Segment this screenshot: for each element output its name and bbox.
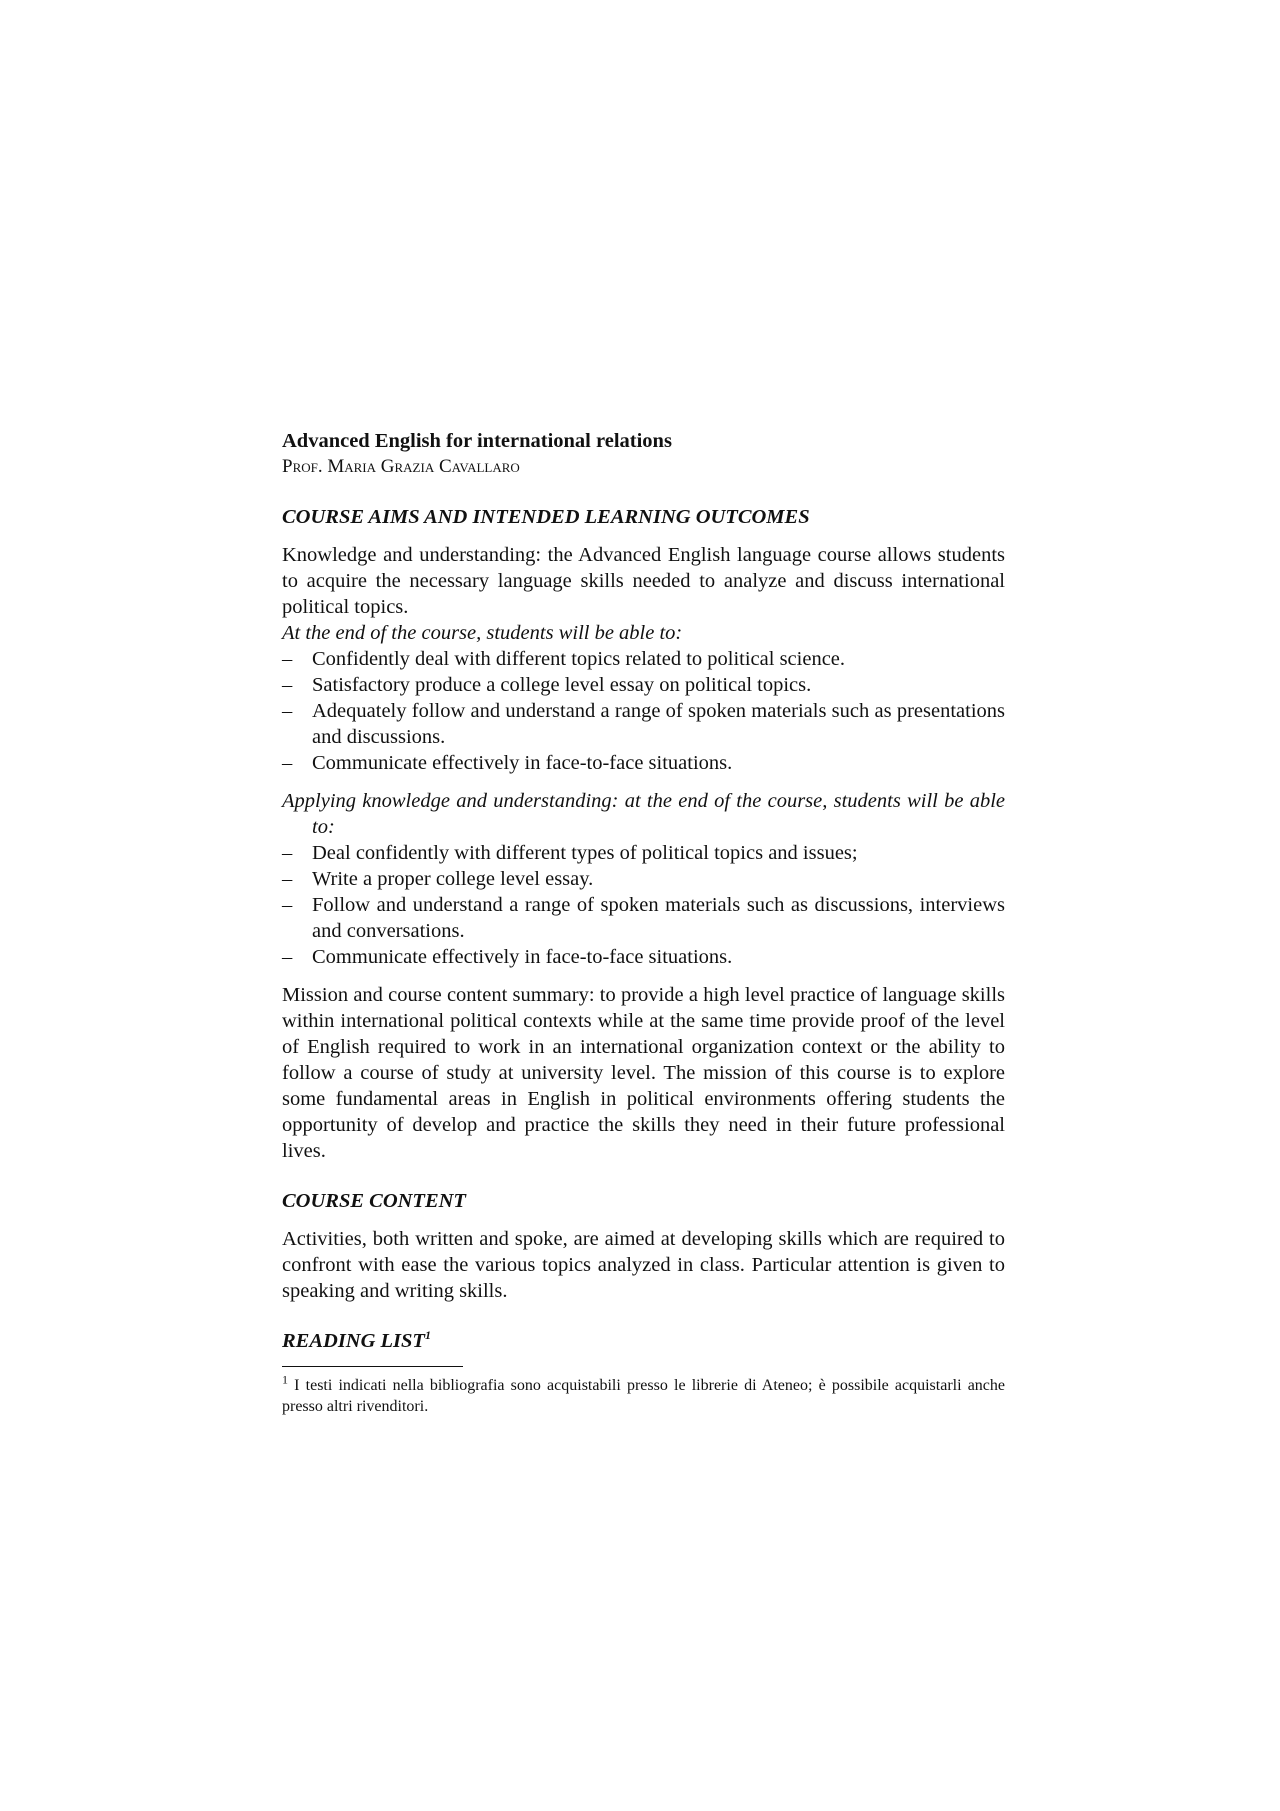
mission-paragraph: Mission and course content summary: to provide a high level practice of language skills within international political contexts while at the same time provide proof of the level of English required to work in an international organization context or the ability to follow a course of study at university level. The mission of this course is to explore some fundamental areas in English in political environments offering students the opportunity of develop and practice the skills they need in their future professional lives. <box>282 984 1005 1162</box>
aims-heading: COURSE AIMS AND INTENDED LEARNING OUTCOMES <box>282 506 810 528</box>
list-item <box>282 866 1005 892</box>
reading-list-heading <box>282 1328 1005 1354</box>
dash-bullet: – <box>282 752 293 774</box>
footnote <box>282 1372 1006 1417</box>
footnote-reference[interactable]: 1 <box>424 1328 431 1343</box>
list-item-text: Write a proper college level essay. <box>312 868 594 890</box>
list-item <box>282 892 1005 944</box>
list-item <box>282 672 1005 698</box>
dash-bullet: – <box>282 700 293 722</box>
list-item-text: Follow and understand a range of spoken materials such as discussions, interviews and conversations. <box>312 894 1005 942</box>
footnote-number: 1 <box>282 1372 288 1387</box>
outcomes-list <box>282 646 1005 776</box>
list-item <box>282 944 1005 970</box>
outcomes-intro: At the end of the course, students will be able to: <box>282 622 683 644</box>
course-content-heading: COURSE CONTENT <box>282 1190 466 1212</box>
list-item-text: Deal confidently with different types of political topics and issues; <box>312 842 858 864</box>
dash-bullet: – <box>282 648 293 670</box>
applying-intro: Applying knowledge and understanding: at the end of the course, students will be able to: <box>282 790 1005 838</box>
dash-bullet: – <box>282 674 293 696</box>
list-item <box>282 698 1005 750</box>
footnote-divider <box>282 1366 463 1367</box>
dash-bullet: – <box>282 946 293 968</box>
applying-list <box>282 840 1005 970</box>
course-content-paragraph: Activities, both written and spoke, are aimed at developing skills which are required to confront with ease the various topics analyzed in class. Particular attention is given to speaking and writing skills. <box>282 1228 1005 1302</box>
list-item <box>282 646 1005 672</box>
dash-bullet: – <box>282 868 293 890</box>
list-item-text: Confidently deal with different topics related to political science. <box>312 648 846 670</box>
list-item-text: Satisfactory produce a college level essay on political topics. <box>312 674 812 696</box>
professor-name: Prof. Maria Grazia Cavallaro <box>282 456 520 477</box>
dash-bullet: – <box>282 894 293 916</box>
list-item-text: Adequately follow and understand a range of spoken materials such as presentations and discussions. <box>312 700 1005 748</box>
list-item <box>282 750 1005 776</box>
knowledge-paragraph: Knowledge and understanding: the Advanced English language course allows students to acquire the necessary language skills needed to analyze and discuss international political topics. <box>282 544 1005 618</box>
reading-list-label: READING LIST <box>282 1330 425 1352</box>
list-item-text: Communicate effectively in face-to-face situations. <box>312 946 733 968</box>
list-item-text: Communicate effectively in face-to-face situations. <box>312 752 733 774</box>
course-title: Advanced English for international relations <box>282 430 672 452</box>
list-item <box>282 840 1005 866</box>
footnote-text: I testi indicati nella bibliografia sono acquistabili presso le librerie di Ateneo; è possibile acquistarli anche presso altri rivenditori. <box>282 1377 1006 1415</box>
dash-bullet: – <box>282 842 293 864</box>
document-body <box>282 428 1005 1417</box>
